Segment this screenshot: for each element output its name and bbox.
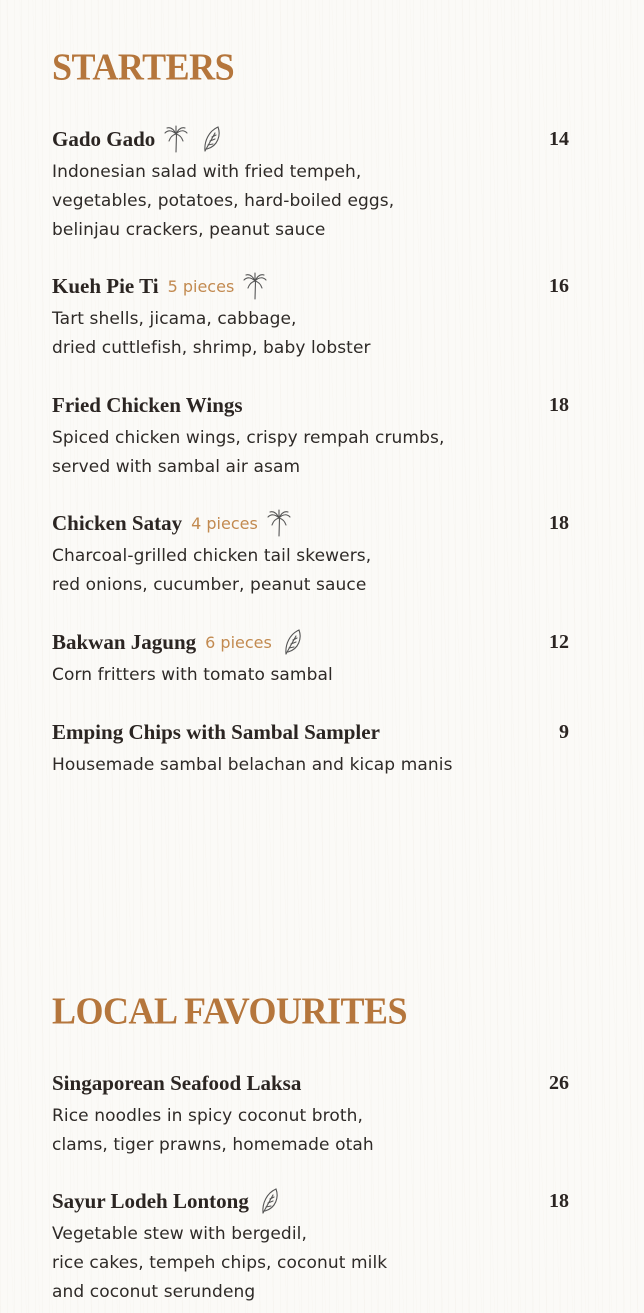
leaf-icon bbox=[199, 125, 225, 153]
menu-item-fried-chicken-wings bbox=[52, 390, 572, 482]
menu-item-kueh-pie-ti bbox=[52, 271, 572, 363]
item-price: 12 bbox=[549, 631, 569, 653]
section-local-favourites bbox=[52, 990, 572, 1302]
item-description: Spiced chicken wings, crispy rempah crumbs, served with sambal air asam bbox=[52, 428, 445, 477]
item-price: 9 bbox=[559, 721, 569, 743]
item-price: 18 bbox=[549, 1190, 569, 1212]
item-price: 26 bbox=[549, 1072, 569, 1094]
menu-item-gado-gado bbox=[52, 124, 572, 245]
item-description: Indonesian salad with fried tempeh, vegetables, potatoes, hard-boiled eggs, belinjau crackers, peanut sauce bbox=[52, 162, 395, 240]
item-description: Corn fritters with tomato sambal bbox=[52, 665, 333, 685]
item-pieces: 6 pieces bbox=[205, 632, 272, 652]
item-price: 14 bbox=[549, 128, 569, 150]
item-name: Emping Chips with Sambal Sampler bbox=[52, 719, 380, 744]
item-description: Housemade sambal belachan and kicap manis bbox=[52, 755, 453, 775]
menu-item-emping-chips bbox=[52, 717, 572, 780]
item-price: 18 bbox=[549, 512, 569, 534]
item-pieces: 5 pieces bbox=[167, 276, 235, 296]
section-title: LOCAL FAVOURITES bbox=[52, 990, 408, 1032]
menu-item-bakwan-jagung bbox=[52, 627, 572, 690]
menu-item-seafood-laksa bbox=[52, 1068, 572, 1160]
section-starters bbox=[52, 46, 572, 775]
item-name: Gado Gado bbox=[52, 126, 156, 151]
palm-icon bbox=[266, 509, 292, 537]
palm-icon bbox=[163, 125, 189, 153]
item-name: Chicken Satay bbox=[52, 510, 183, 535]
item-name: Sayur Lodeh Lontong bbox=[52, 1188, 249, 1213]
item-name: Bakwan Jagung bbox=[52, 629, 197, 654]
item-description: Vegetable stew with bergedil, rice cakes, tempeh chips, coconut milk and coconut serundeng bbox=[52, 1224, 388, 1302]
menu-item-sayur-lodeh-lontong bbox=[52, 1186, 572, 1307]
item-description: Rice noodles in spicy coconut broth, clams, tiger prawns, homemade otah bbox=[52, 1106, 374, 1155]
item-name: Kueh Pie Ti bbox=[52, 273, 159, 298]
item-description: Tart shells, jicama, cabbage, dried cuttlefish, shrimp, baby lobster bbox=[52, 309, 371, 358]
palm-icon bbox=[242, 272, 268, 300]
item-price: 18 bbox=[549, 394, 569, 416]
leaf-icon bbox=[257, 1187, 283, 1215]
item-pieces: 4 pieces bbox=[191, 513, 258, 533]
menu-item-chicken-satay bbox=[52, 508, 572, 600]
item-name: Fried Chicken Wings bbox=[52, 392, 243, 417]
item-name: Singaporean Seafood Laksa bbox=[52, 1070, 302, 1095]
leaf-icon bbox=[280, 628, 306, 656]
item-description: Charcoal-grilled chicken tail skewers, red onions, cucumber, peanut sauce bbox=[52, 546, 372, 595]
section-title: STARTERS bbox=[52, 46, 235, 88]
item-price: 16 bbox=[549, 275, 569, 297]
